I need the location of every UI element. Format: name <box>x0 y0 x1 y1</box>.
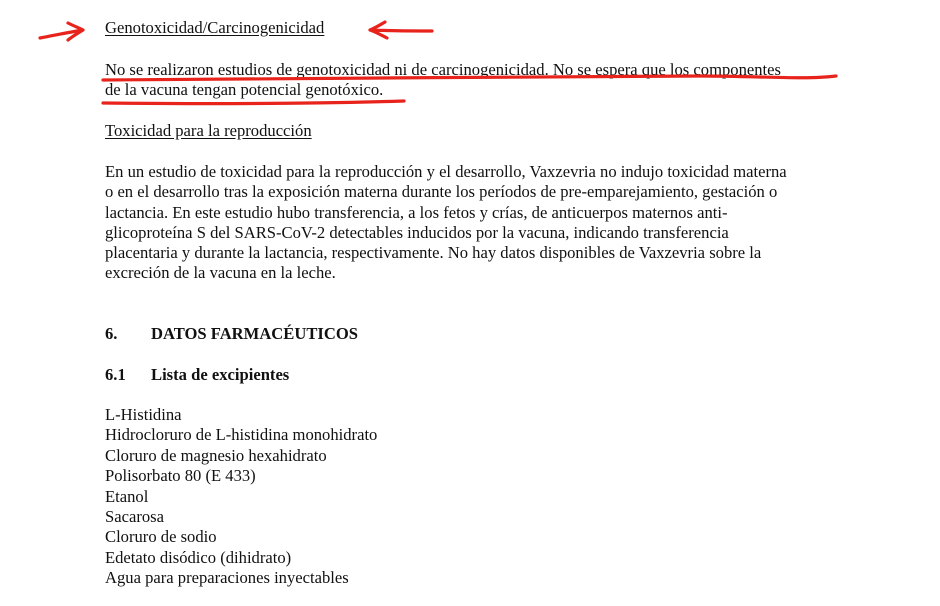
left-arrow-annotation <box>370 22 432 38</box>
right-arrow-annotation <box>40 23 83 40</box>
section-title-text: DATOS FARMACÉUTICOS <box>151 324 358 343</box>
list-item: L-Histidina <box>105 405 182 424</box>
paragraph-line: En un estudio de toxicidad para la reproducción y el desarrollo, Vaxzevria no indujo toxicidad materna <box>105 162 787 181</box>
reproduction-toxicity-heading: Toxicidad para la reproducción <box>105 121 312 140</box>
paragraph-line: glicoproteína S del SARS-CoV-2 detectables inducidos por la vacuna, indicando transferencia <box>105 222 729 242</box>
list-item: Hidrocloruro de L-histidina monohidrato <box>105 425 378 445</box>
section-6-1-title <box>105 365 289 385</box>
list-item: Polisorbato 80 (E 433) <box>105 466 256 486</box>
paragraph-line: No se realizaron estudios de genotoxicidad ni de carcinogenicidad. No se espera que los componentes <box>105 60 781 79</box>
list-item: Edetato disódico (dihidrato) <box>105 547 292 567</box>
reproduction-toxicity-paragraph <box>105 162 865 284</box>
underline-annotation <box>103 101 404 104</box>
paragraph-line: placentaria y durante la lactancia, respectivamente. No hay datos disponibles de Vaxzevria sobre la <box>105 243 762 263</box>
excipient-list <box>105 405 377 589</box>
list-item: Cloruro de sodio <box>105 527 217 547</box>
genotoxicity-paragraph <box>105 60 865 101</box>
list-item: Sacarosa <box>105 507 164 527</box>
section-number: 6.1 <box>105 365 126 384</box>
list-item: Agua para preparaciones inyectables <box>105 568 349 588</box>
genotoxicity-heading: Genotoxicidad/Carcinogenicidad <box>105 18 325 37</box>
paragraph-line: excreción de la vacuna en la leche. <box>105 263 336 283</box>
paragraph-line: lactancia. En este estudio hubo transferencia, a los fetos y crías, de anticuerpos maternos anti- <box>105 202 728 222</box>
paragraph-line: de la vacuna tengan potencial genotóxico. <box>105 80 384 100</box>
list-item: Etanol <box>105 486 149 506</box>
paragraph-line: o en el desarrollo tras la exposición materna durante los períodos de pre-emparejamiento, gestación o <box>105 182 778 202</box>
section-title-text: Lista de excipientes <box>151 365 290 384</box>
section-6-title <box>105 324 358 344</box>
list-item: Cloruro de magnesio hexahidrato <box>105 445 327 465</box>
section-number: 6. <box>105 324 118 343</box>
